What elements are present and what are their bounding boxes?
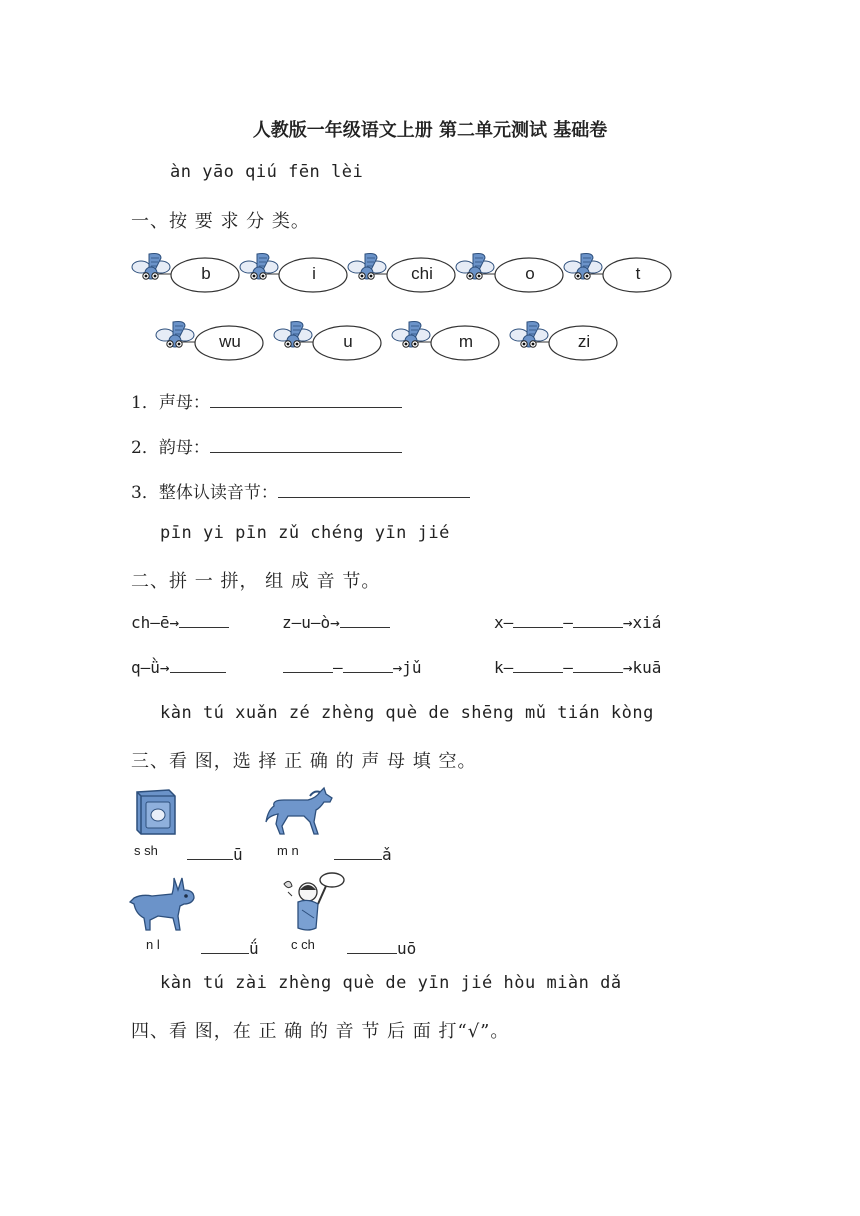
spell-blank-5a[interactable] bbox=[283, 658, 333, 673]
horse-icon bbox=[264, 786, 336, 842]
spell-item-6-end: →kuā bbox=[622, 658, 662, 677]
dragonfly-card bbox=[131, 250, 241, 300]
spell-blank-3b[interactable] bbox=[573, 613, 623, 628]
page-title: 人教版一年级语文上册 第二单元测试 基础卷 bbox=[252, 120, 608, 141]
fill-suffix-donkey: ǘ bbox=[249, 939, 259, 958]
question-whole-syllables-label: 3．整体认读音节： bbox=[131, 483, 278, 503]
question-consonants-label: 1．声母： bbox=[131, 393, 210, 413]
dragonfly-pinyin: b bbox=[201, 264, 211, 283]
fill-blank-donkey[interactable] bbox=[201, 939, 249, 954]
spell-blank-3a[interactable] bbox=[513, 613, 563, 628]
spell-item-2 bbox=[282, 613, 390, 632]
dragonfly-card bbox=[155, 318, 265, 368]
spell-item-5-mid: — bbox=[333, 658, 343, 677]
section2-pinyin: pīn yi pīn zǔ chéng yīn jié bbox=[160, 523, 450, 543]
spell-item-3-prefix: x— bbox=[494, 613, 514, 632]
dragonfly-card bbox=[273, 318, 383, 368]
spell-item-2-prefix: z—u—ò→ bbox=[282, 613, 340, 632]
section3-pinyin: kàn tú xuǎn zé zhèng què de shēng mǔ tián kòng bbox=[160, 703, 654, 723]
fill-suffix-horse: ǎ bbox=[382, 845, 392, 864]
dragonfly-pinyin: i bbox=[312, 264, 316, 283]
spell-item-3-end: →xiá bbox=[622, 613, 662, 632]
section1-pinyin: àn yāo qiú fēn lèi bbox=[170, 162, 364, 182]
dragonfly-pinyin: wu bbox=[219, 332, 241, 351]
choice-c-ch: c ch bbox=[291, 937, 315, 952]
spell-item-1 bbox=[131, 613, 229, 632]
question-consonants bbox=[131, 388, 402, 413]
choice-m-n: m n bbox=[277, 843, 299, 858]
fill-item-horse bbox=[334, 845, 392, 864]
spell-item-1-prefix: ch—ē→ bbox=[131, 613, 180, 632]
dragonfly-pinyin: t bbox=[635, 264, 641, 283]
dragonfly-card bbox=[391, 318, 501, 368]
book-icon bbox=[133, 788, 179, 840]
spell-item-6-mid: — bbox=[563, 658, 573, 677]
fill-blank-catch[interactable] bbox=[347, 939, 397, 954]
fill-suffix-book: ū bbox=[233, 845, 243, 864]
spell-item-4 bbox=[131, 658, 226, 677]
section4-pinyin: kàn tú zài zhèng què de yīn jié hòu miàn dǎ bbox=[160, 973, 622, 993]
fill-blank-book[interactable] bbox=[187, 845, 233, 860]
fill-item-book bbox=[187, 845, 243, 864]
section4-heading: 四、看 图，在 正 确 的 音 节 后 面 打“√”。 bbox=[131, 1021, 510, 1042]
fill-blank-horse[interactable] bbox=[334, 845, 382, 860]
spell-item-4-prefix: q—ǜ→ bbox=[131, 658, 170, 677]
spell-blank-6a[interactable] bbox=[513, 658, 563, 673]
spell-item-3-mid: — bbox=[563, 613, 573, 632]
spell-item-6 bbox=[494, 658, 661, 677]
question-whole-syllables bbox=[131, 478, 470, 503]
question-vowels bbox=[131, 433, 402, 458]
spell-blank-2[interactable] bbox=[340, 613, 390, 628]
section3-heading: 三、看 图，选 择 正 确 的 声 母 填 空。 bbox=[131, 751, 477, 772]
answer-blank-vowels[interactable] bbox=[210, 438, 402, 453]
catching-butterfly-icon bbox=[280, 870, 350, 938]
choice-s-sh: s sh bbox=[134, 843, 158, 858]
dragonfly-card bbox=[347, 250, 457, 300]
fill-item-donkey bbox=[201, 939, 259, 958]
spell-blank-5b[interactable] bbox=[343, 658, 393, 673]
dragonfly-pinyin: chi bbox=[411, 264, 433, 283]
section1-heading: 一、按 要 求 分 类。 bbox=[131, 211, 310, 232]
question-vowels-label: 2．韵母： bbox=[131, 438, 210, 458]
dragonfly-card bbox=[509, 318, 619, 368]
spell-blank-4[interactable] bbox=[170, 658, 226, 673]
spell-blank-1[interactable] bbox=[179, 613, 229, 628]
answer-blank-whole-syllables[interactable] bbox=[278, 483, 470, 498]
dragonfly-pinyin: zi bbox=[577, 332, 591, 351]
dragonfly-card bbox=[239, 250, 349, 300]
section2-heading: 二、拼 一 拼， 组 成 音 节。 bbox=[131, 571, 381, 592]
dragonfly-pinyin: m bbox=[458, 332, 474, 351]
spell-item-3 bbox=[494, 613, 661, 632]
dragonfly-pinyin: o bbox=[525, 264, 535, 283]
dragonfly-card bbox=[455, 250, 565, 300]
fill-item-catch bbox=[347, 939, 416, 958]
answer-blank-consonants[interactable] bbox=[210, 393, 402, 408]
spell-item-5-end: →jǔ bbox=[392, 658, 422, 677]
spell-item-5 bbox=[283, 658, 422, 677]
dragonfly-pinyin: u bbox=[343, 332, 353, 351]
choice-n-l: n l bbox=[146, 937, 160, 952]
fill-suffix-catch: uō bbox=[397, 939, 417, 958]
spell-item-6-prefix: k— bbox=[494, 658, 514, 677]
dragonfly-card bbox=[563, 250, 673, 300]
spell-blank-6b[interactable] bbox=[573, 658, 623, 673]
donkey-icon bbox=[128, 876, 198, 936]
